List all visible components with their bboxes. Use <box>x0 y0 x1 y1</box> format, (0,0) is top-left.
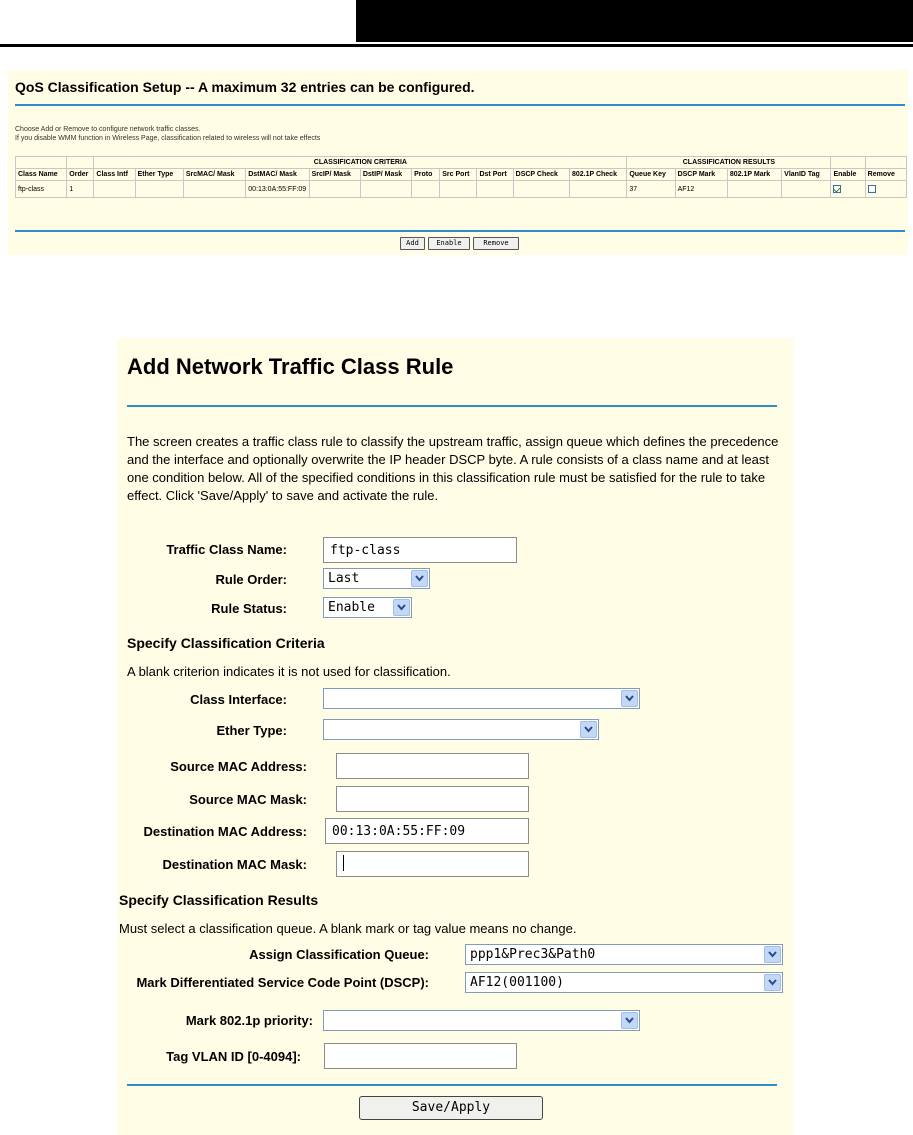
dscp-value: AF12(001100) <box>470 975 564 990</box>
cell-dscp-mark: AF12 <box>675 181 727 198</box>
remove-checkbox[interactable] <box>868 185 876 193</box>
qos-setup-title: QoS Classification Setup -- A maximum 32 entries can be configured. <box>15 79 475 95</box>
cell-class-name: ftp-class <box>16 181 67 198</box>
cell-dscp-check <box>513 181 569 198</box>
table-column-header-row <box>16 169 907 181</box>
qos-classification-setup-panel <box>8 70 908 255</box>
enable-button[interactable]: Enable <box>428 237 470 250</box>
cell-vlan-tag <box>782 181 831 198</box>
document-header-bar <box>356 0 913 42</box>
traffic-class-name-input[interactable] <box>323 537 517 563</box>
column-header: Ether Type <box>135 169 183 181</box>
title-divider <box>127 405 777 407</box>
class-interface-select[interactable] <box>323 688 640 709</box>
cell-8021p-mark <box>727 181 781 198</box>
document-header-rule <box>0 44 913 47</box>
rule-status-label: Rule Status: <box>211 601 287 616</box>
cell-order: 1 <box>67 181 94 198</box>
ether-type-select[interactable] <box>323 719 599 740</box>
column-header: 802.1P Check <box>569 169 626 181</box>
description-line: If you disable WMM function in Wireless Page, classification related to wireless will not take effects <box>15 135 321 142</box>
group-header-results: CLASSIFICATION RESULTS <box>627 157 831 169</box>
text-cursor <box>343 855 344 871</box>
cell-8021p-check <box>569 181 626 198</box>
cell-proto <box>412 181 440 198</box>
column-header: Src Port <box>440 169 477 181</box>
column-header: DstIP/ Mask <box>360 169 411 181</box>
column-header: DSCP Check <box>513 169 569 181</box>
cell-dst-port <box>477 181 513 198</box>
group-header-criteria: CLASSIFICATION CRITERIA <box>94 157 627 169</box>
group-header-blank <box>865 157 906 169</box>
add-traffic-class-rule-panel <box>117 338 793 1135</box>
description-line: Choose Add or Remove to configure network traffic classes. <box>15 126 201 133</box>
vlan-id-input[interactable] <box>324 1043 517 1069</box>
chevron-down-icon <box>580 721 597 738</box>
traffic-class-name-label: Traffic Class Name: <box>166 542 287 557</box>
column-header: Remove <box>865 169 906 181</box>
priority-label: Mark 802.1p priority: <box>185 1013 313 1028</box>
qos-setup-description <box>15 125 320 143</box>
criteria-heading: Specify Classification Criteria <box>127 635 325 651</box>
column-header: DstMAC/ Mask <box>246 169 309 181</box>
table-row <box>16 181 907 198</box>
cell-enable <box>831 181 865 198</box>
cell-src-port <box>440 181 477 198</box>
chevron-down-icon <box>411 570 428 587</box>
rule-order-value: Last <box>328 571 360 586</box>
column-header: Class Name <box>16 169 67 181</box>
results-note: Must select a classification queue. A blank mark or tag value means no change. <box>119 921 577 936</box>
dscp-select[interactable] <box>465 972 783 993</box>
class-interface-label: Class Interface: <box>190 692 287 707</box>
cell-dst-mac: 00:13:0A:55:FF:09 <box>246 181 309 198</box>
column-header: Dst Port <box>477 169 513 181</box>
column-header: Class Intf <box>94 169 135 181</box>
cell-ether-type <box>135 181 183 198</box>
destination-mac-mask-input[interactable] <box>336 851 529 877</box>
bottom-divider <box>15 230 905 232</box>
cell-dst-ip <box>360 181 411 198</box>
save-apply-button[interactable]: Save/Apply <box>359 1096 543 1120</box>
cell-remove <box>865 181 906 198</box>
results-heading: Specify Classification Results <box>119 892 319 908</box>
chevron-down-icon <box>764 946 781 963</box>
source-mac-mask-label: Source MAC Mask: <box>189 792 307 807</box>
source-mac-label: Source MAC Address: <box>170 759 307 774</box>
column-header: 802.1P Mark <box>727 169 781 181</box>
chevron-down-icon <box>764 974 781 991</box>
cell-queue-key: 37 <box>627 181 675 198</box>
title-divider <box>15 104 905 106</box>
group-header-blank <box>16 157 67 169</box>
classification-queue-value: ppp1&Prec3&Path0 <box>470 947 596 962</box>
remove-button[interactable]: Remove <box>473 237 519 250</box>
enable-checkbox[interactable] <box>833 185 841 193</box>
column-header: Enable <box>831 169 865 181</box>
source-mac-input[interactable] <box>336 753 529 779</box>
dscp-label: Mark Differentiated Service Code Point (DSCP): <box>136 975 429 990</box>
chevron-down-icon <box>621 690 638 707</box>
add-button[interactable]: Add <box>400 237 425 250</box>
chevron-down-icon <box>621 1012 638 1029</box>
column-header: DSCP Mark <box>675 169 727 181</box>
rule-status-select[interactable] <box>323 597 412 618</box>
qos-class-table <box>15 156 907 198</box>
rule-order-select[interactable] <box>323 568 430 589</box>
column-header: VlanID Tag <box>782 169 831 181</box>
group-header-blank <box>831 157 865 169</box>
page-description: The screen creates a traffic class rule to classify the upstream traffic, assign queue which defines the precedence and the interface and optionally overwrite the IP header DSCP byte. A rule consists of a class name and at least one condition below. All of the specified conditions in this classification rule must be satisfied for the rule to take effect. Click 'Save/Apply' to save and activate the rule. <box>127 434 779 503</box>
column-header: Queue Key <box>627 169 675 181</box>
source-mac-mask-input[interactable] <box>336 786 529 812</box>
group-header-blank <box>67 157 94 169</box>
column-header: Proto <box>412 169 440 181</box>
criteria-note: A blank criterion indicates it is not used for classification. <box>127 664 451 679</box>
ether-type-label: Ether Type: <box>216 723 287 738</box>
cell-class-intf <box>94 181 135 198</box>
column-header: SrcMAC/ Mask <box>183 169 245 181</box>
destination-mac-mask-label: Destination MAC Mask: <box>162 857 307 872</box>
classification-queue-label: Assign Classification Queue: <box>249 947 429 962</box>
rule-status-value: Enable <box>328 600 375 615</box>
priority-select[interactable] <box>323 1010 640 1031</box>
page-title: Add Network Traffic Class Rule <box>127 354 454 379</box>
column-header: Order <box>67 169 94 181</box>
cell-src-mac <box>183 181 245 198</box>
column-header: SrcIP/ Mask <box>309 169 360 181</box>
chevron-down-icon <box>393 599 410 616</box>
rule-order-label: Rule Order: <box>215 572 287 587</box>
vlan-id-label: Tag VLAN ID [0-4094]: <box>166 1049 301 1064</box>
classification-queue-select[interactable] <box>465 944 783 965</box>
bottom-divider <box>127 1084 777 1086</box>
table-group-header-row <box>16 157 907 169</box>
destination-mac-label: Destination MAC Address: <box>143 824 307 839</box>
cell-src-ip <box>309 181 360 198</box>
destination-mac-input[interactable] <box>325 818 529 844</box>
